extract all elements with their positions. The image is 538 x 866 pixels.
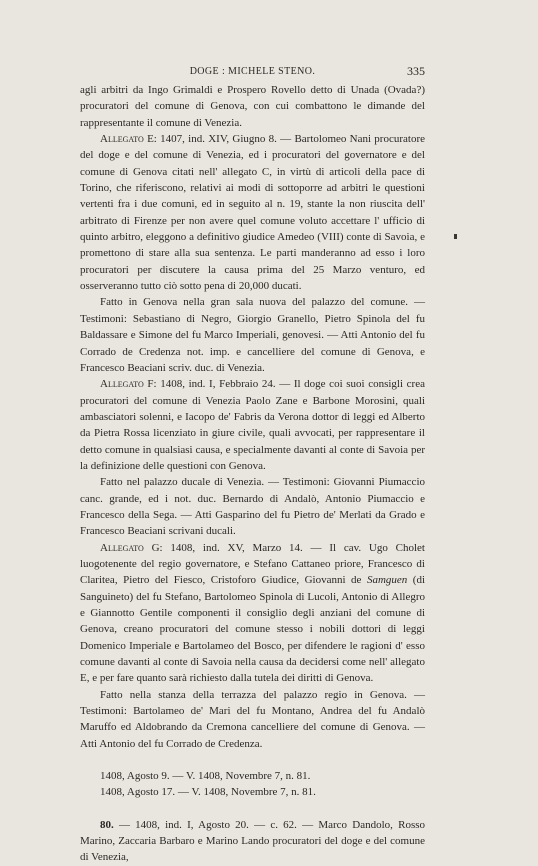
- spacer: [80, 752, 425, 768]
- paragraph-fatto-terrazza: Fatto nella stanza della terrazza del palazzo regio in Genova. — Testimoni: Bartolameo de' Mari del fu Montano, Andrea del fu Andalò Maruffo ed Aldobrando da Cremona cancelliere del comune di Genova. — Atti Antonio del fu Corrado de Credenza.: [80, 688, 425, 750]
- allegato-text: : 1407, ind. XIV, Giugno 8. — Bartolomeo Nani procuratore del doge e del comune di Venezia, ed i procuratori del governatore e del comune di Genova citati nell' allegato C, in virtù di articoli della pace di Torino, che riferiscono, relativi ai modi di sottoporre ad arbitri le questioni vertenti fra i due comuni, ed in seguito al n. 19, stante la non riuscita dell' arbitrato di Firenze per non avere quel comune voluto accettare l' ufficio di quinto arbitro, eleggono a definitivo giudice Amedeo (VIII) conte di Savoia, e promettono di stare alla sua sentenza. Le parti manderanno ad esso i loro procuratori per discutere la causa prima del 25 Marzo venturo, ed osserveranno tutto ciò sotto pena di 20,000 ducati.: [80, 133, 425, 293]
- margin-mark: [454, 234, 457, 239]
- paragraph-fatto-genova: Fatto in Genova nella gran sala nuova del palazzo del comune. — Testimoni: Sebastiano di Negro, Giorgio Granello, Pietro Spinola del fu Baldassare e Simone del fu Marco Imperiali, genovesi. — Atti Antonio del fu Corrado de Credenza not. imp. e cancelliere del comune di Genova, e Francesco Beaciani scriv. duc. di Venezia.: [80, 296, 425, 374]
- paragraph-continuation: agli arbitri da Ingo Grimaldi e Prospero Rovello detto di Unada (Ovada?) procuratori del comune di Genova, con cui combattono le dimande del rappresentante il comune di Venezia.: [80, 84, 425, 129]
- paragraph-allegato-e: [80, 131, 425, 294]
- allegato-text: : 1408, ind. I, Febbraio 24. — Il doge coi suoi consigli crea procuratori del comune di Venezia Paolo Zane e Barbone Morosini, quali ambasciatori solenni, e Iacopo de' Fabris da Verona dottor di leggi ed Alberto da Pietra Rossa licenziato in giure civile, quali avvocati, per rappresentare il detto comune in qualsiasi causa, e specialmente davanti al conte di Savoia per la definizione delle questioni con Genova.: [80, 378, 425, 472]
- paragraph-allegato-g: [80, 540, 425, 687]
- allegato-text-cont: (di Sanguineto) del fu Stefano, Bartolomeo Spinola di Lucoli, Antonio di Allegro e Giannotto Gentile componenti il consiglio degli anziani del comune di Genova, creano procuratori del comune stesso i nobili dottori di leggi Domenico Imperiale e Bartolameo del Bosco, per difendere le ragioni d' esso comune davanti al conte di Savoia nella causa da decidersi come nell' allegato E, e per fare quanto sarà richiesto dalla tutela dei diritti di Genova.: [80, 574, 425, 685]
- allegato-label: Allegato G: [100, 541, 160, 554]
- spacer: [80, 801, 425, 817]
- running-title: DOGE : MICHELE STENO.: [189, 66, 316, 77]
- allegato-label: Allegato F: [100, 378, 154, 391]
- allegato-label: Allegato E: [100, 133, 154, 146]
- page-number: 335: [407, 64, 425, 78]
- paragraph-allegato-f: [80, 376, 425, 474]
- cross-reference: 1408, Agosto 17. — V. 1408, Novembre 7, n. 81.: [100, 786, 316, 799]
- page-header: [80, 64, 425, 80]
- entry-number: 80.: [100, 818, 114, 831]
- italic-name: Samguen: [366, 574, 408, 587]
- cross-reference: 1408, Agosto 9. — V. 1408, Novembre 7, n. 81.: [100, 770, 311, 783]
- entry-80: [80, 817, 425, 866]
- body-text: [80, 82, 425, 866]
- paragraph-fatto-venezia: Fatto nel palazzo ducale di Venezia. — Testimoni: Giovanni Piumaccio canc. grande, ed i not. duc. Bernardo di Andalò, Antonio Piumaccio e Francesco della Sega. — Atti Gasparino del fu Pietro de' Merlati da Grado e Francesco Beaciani scrivani ducali.: [80, 476, 425, 538]
- entry-text: — 1408, ind. I, Agosto 20. — c. 62. — Marco Dandolo, Rosso Marino, Zaccaria Barbaro e Marino Lando procuratori del doge e del comune di Venezia,: [80, 818, 425, 864]
- allegato-text: : 1408, ind. XV, Marzo 14. — Il cav. Ugo Cholet luogotenente del regio governatore, e Stefano Cattaneo priore, Francesco di Claritea, Pietro del Fiesco, Cristoforo Giudice, Giovanni de: [80, 541, 425, 587]
